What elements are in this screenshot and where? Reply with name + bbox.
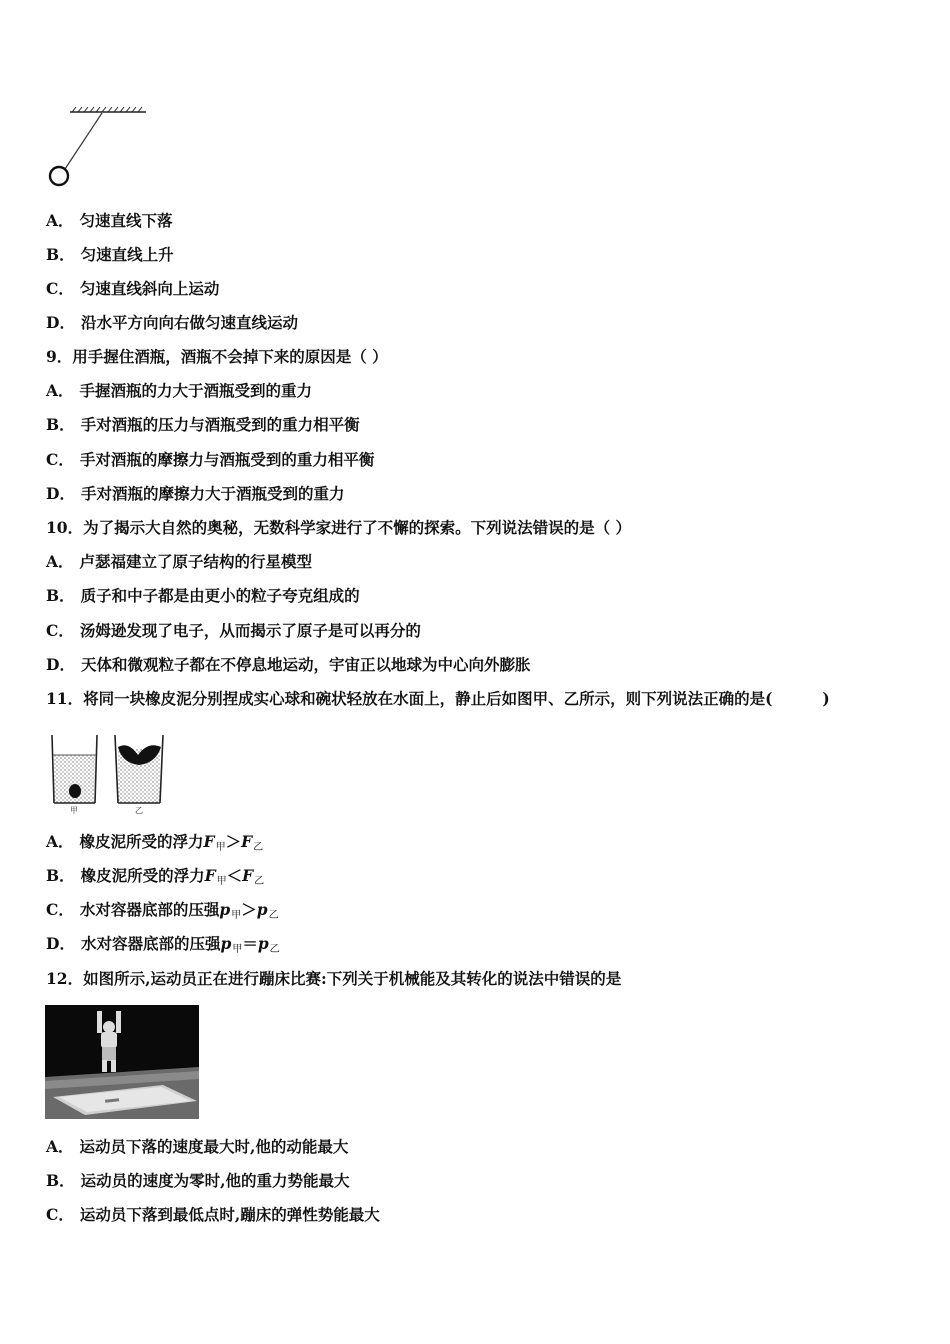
q10-option-a: A． 卢瑟福建立了原子结构的行星模型 xyxy=(46,552,313,571)
q8-option-b: B． 匀速直线上升 xyxy=(46,245,174,264)
q11-option-b: B． 橡皮泥所受的浮力$F_甲<F_乙$ xyxy=(46,866,265,887)
q8-option-c: C． 匀速直线斜向上运动 xyxy=(46,279,220,298)
q12-stem: 12．如图所示,运动员正在进行蹦床比赛:下列关于机械能及其转化的说法中错误的是 xyxy=(46,969,622,988)
q9-option-a: A． 手握酒瓶的力大于酒瓶受到的重力 xyxy=(46,381,313,400)
q10-stem: 10．为了揭示大自然的奥秘，无数科学家进行了不懈的探索。下列说法错误的是（ ） xyxy=(46,518,631,537)
q11-option-c: C． 水对容器底部的压强$p_甲>p_乙$ xyxy=(46,900,279,921)
beaker-right-label: 乙 xyxy=(135,806,143,815)
q8-option-d: D． 沿水平方向向右做匀速直线运动 xyxy=(46,313,298,332)
q10-option-d: D． 天体和微观粒子都在不停息地运动，宇宙正以地球为中心向外膨胀 xyxy=(46,655,531,674)
beaker-right xyxy=(115,735,163,803)
q12-option-a: A． 运动员下落的速度最大时,他的动能最大 xyxy=(46,1137,349,1156)
q9-option-b: B． 手对酒瓶的压力与酒瓶受到的重力相平衡 xyxy=(46,415,360,434)
q12-option-b: B． 运动员的速度为零时,他的重力势能最大 xyxy=(46,1171,350,1190)
q10-option-b: B． 质子和中子都是由更小的粒子夸克组成的 xyxy=(46,586,360,605)
q11-stem: 11．将同一块橡皮泥分别捏成实心球和碗状轻放在水面上，静止后如图甲、乙所示，则下列说法正确的是( ) xyxy=(46,689,830,708)
q9-option-c: C． 手对酒瓶的摩擦力与酒瓶受到的重力相平衡 xyxy=(46,450,375,469)
q11-option-a: A． 橡皮泥所受的浮力$F_甲>F_乙$ xyxy=(46,832,264,853)
q9-stem: 9．用手握住酒瓶，酒瓶不会掉下来的原因是（ ） xyxy=(46,347,388,366)
q8-option-a: A． 匀速直线下落 xyxy=(46,211,173,230)
q9-option-d: D． 手对酒瓶的摩擦力大于酒瓶受到的重力 xyxy=(46,484,345,503)
trampoline-photo xyxy=(45,1005,199,1119)
beaker-left-label: 甲 xyxy=(70,806,78,815)
pendulum-figure xyxy=(44,104,154,190)
q12-option-c: C． 运动员下落到最低点时,蹦床的弹性势能最大 xyxy=(46,1205,380,1224)
q10-option-c: C． 汤姆逊发现了电子，从而揭示了原子是可以再分的 xyxy=(46,621,421,640)
beaker-left xyxy=(52,735,97,803)
beakers-figure xyxy=(48,733,170,817)
q11-option-d: D． 水对容器底部的压强$p_甲=p_乙$ xyxy=(46,934,280,955)
